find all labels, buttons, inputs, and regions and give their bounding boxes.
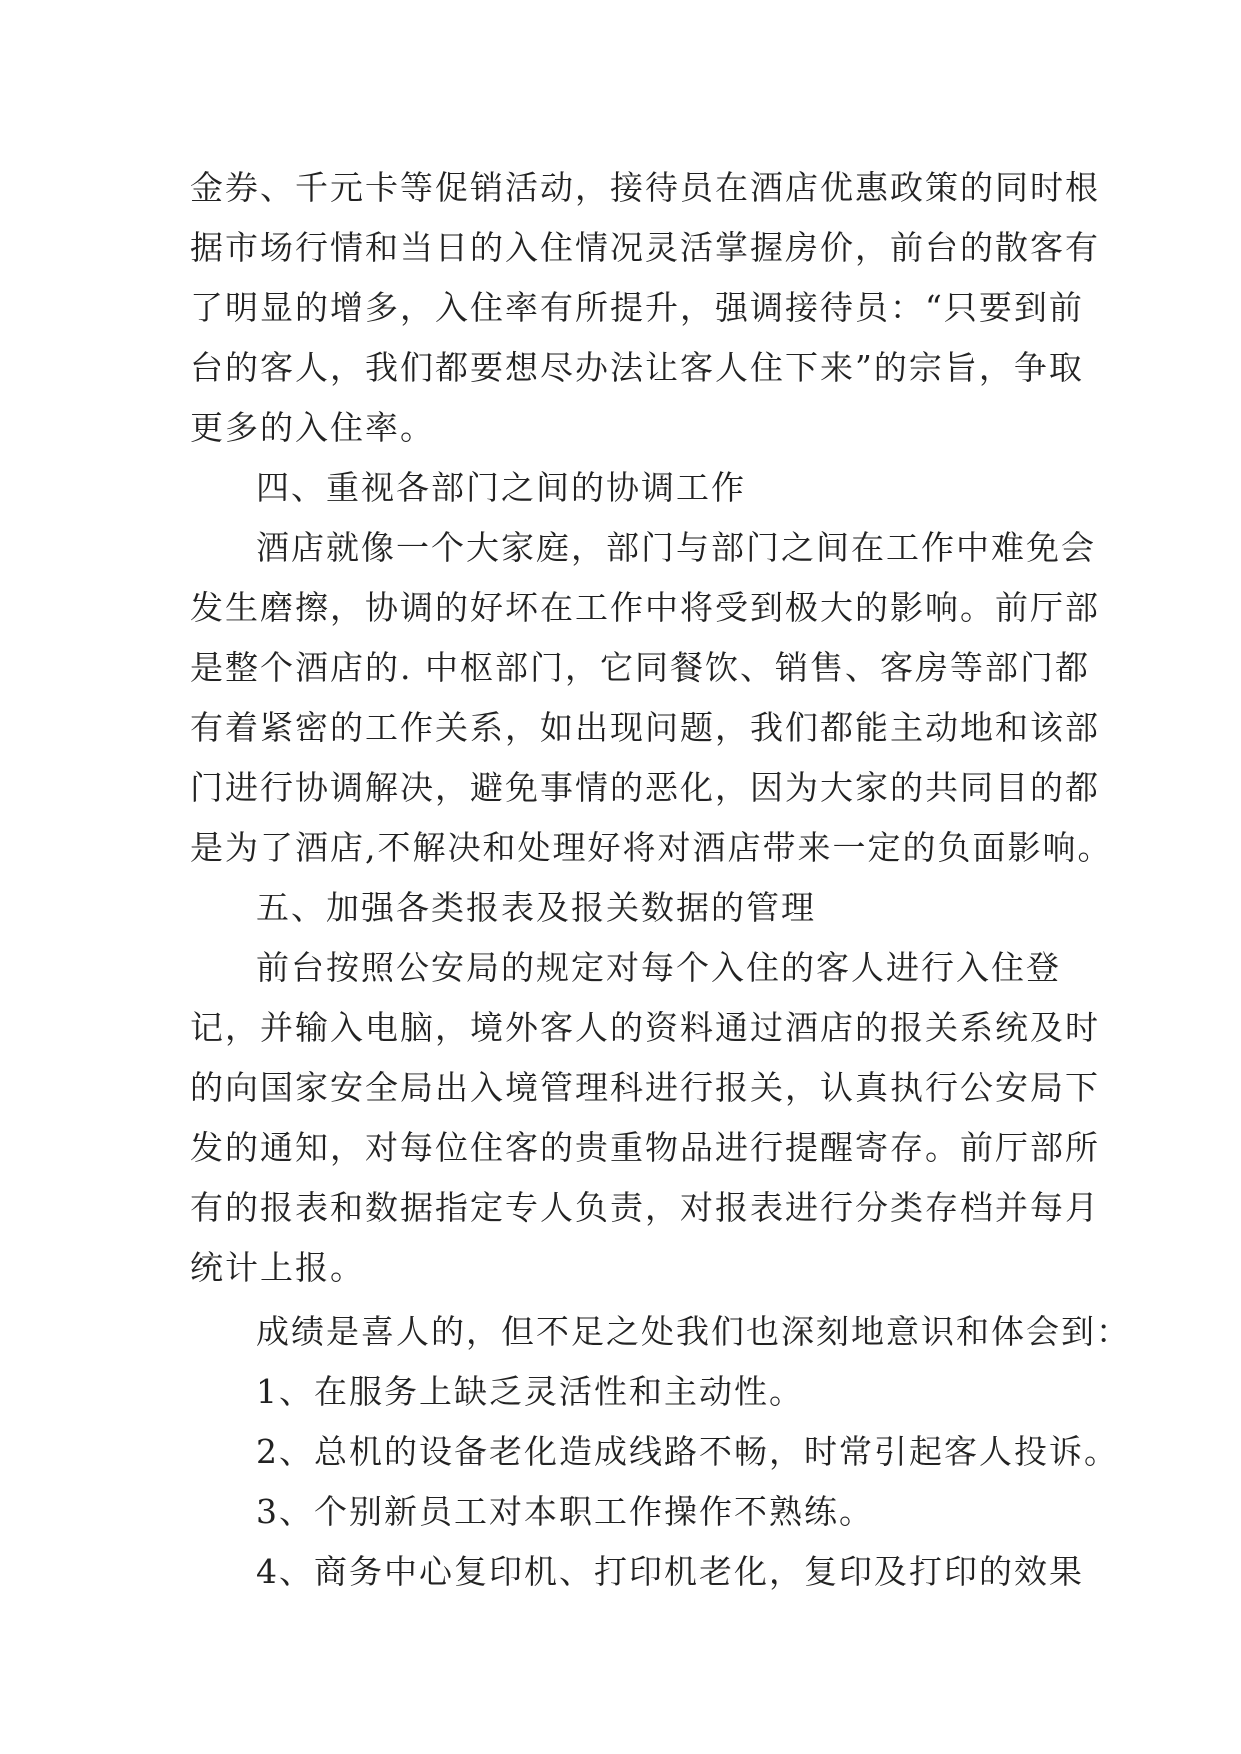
list-item: 2、总机的设备老化造成线路不畅，时常引起客人投诉。: [256, 1432, 1119, 1471]
text-line: 是为了酒店,不解决和处理好将对酒店带来一定的负面影响。: [190, 828, 1113, 867]
paragraph-reports: [190, 938, 1100, 1298]
section-heading-four: [190, 458, 1060, 518]
list-item: 4、商务中心复印机、打印机老化，复印及打印的效果: [256, 1552, 1084, 1591]
text-line: 发的通知，对每位住客的贵重物品进行提醒寄存。前厅部所: [190, 1128, 1100, 1167]
text-line: 记，并输入电脑，境外客人的资料通过酒店的报关系统及时: [190, 1008, 1100, 1047]
list-item: 1、在服务上缺乏灵活性和主动性。: [256, 1372, 804, 1411]
text-line: 前台按照公安局的规定对每个入住的客人进行入住登: [256, 948, 1061, 987]
paragraph-shortcomings-intro: [190, 1302, 1131, 1362]
paragraph-coordination: [190, 518, 1113, 878]
text-line: 是整个酒店的. 中枢部门，它同餐饮、销售、客房等部门都: [190, 648, 1090, 687]
text-line: 成绩是喜人的，但不足之处我们也深刻地意识和体会到：: [256, 1312, 1131, 1351]
text-line: 了明显的增多，入住率有所提升，强调接待员：“只要到前: [190, 288, 1084, 327]
paragraph-promotion: [190, 158, 1100, 458]
heading-line: 五、加强各类报表及报关数据的管理: [256, 888, 816, 927]
text-line: 金券、千元卡等促销活动，接待员在酒店优惠政策的同时根: [190, 168, 1100, 207]
list-item: 3、个别新员工对本职工作操作不熟练。: [256, 1492, 874, 1531]
text-line: 门进行协调解决，避免事情的恶化，因为大家的共同目的都: [190, 768, 1100, 807]
text-line: 有着紧密的工作关系，如出现问题，我们都能主动地和该部: [190, 708, 1100, 747]
shortcomings-list: [190, 1362, 1119, 1602]
text-line: 的向国家安全局出入境管理科进行报关，认真执行公安局下: [190, 1068, 1100, 1107]
text-line: 有的报表和数据指定专人负责，对报表进行分类存档并每月: [190, 1188, 1100, 1227]
section-heading-five: [190, 878, 1060, 938]
text-line: 据市场行情和当日的入住情况灵活掌握房价，前台的散客有: [190, 228, 1100, 267]
document-page: [190, 158, 1131, 1602]
heading-line: 四、重视各部门之间的协调工作: [256, 468, 746, 507]
text-line: 发生磨擦，协调的好坏在工作中将受到极大的影响。前厅部: [190, 588, 1100, 627]
text-line: 台的客人，我们都要想尽办法让客人住下来”的宗旨，争取: [190, 348, 1084, 387]
text-line: 统计上报。: [190, 1248, 365, 1287]
text-line: 酒店就像一个大家庭，部门与部门之间在工作中难免会: [256, 528, 1096, 567]
text-line: 更多的入住率。: [190, 408, 435, 447]
